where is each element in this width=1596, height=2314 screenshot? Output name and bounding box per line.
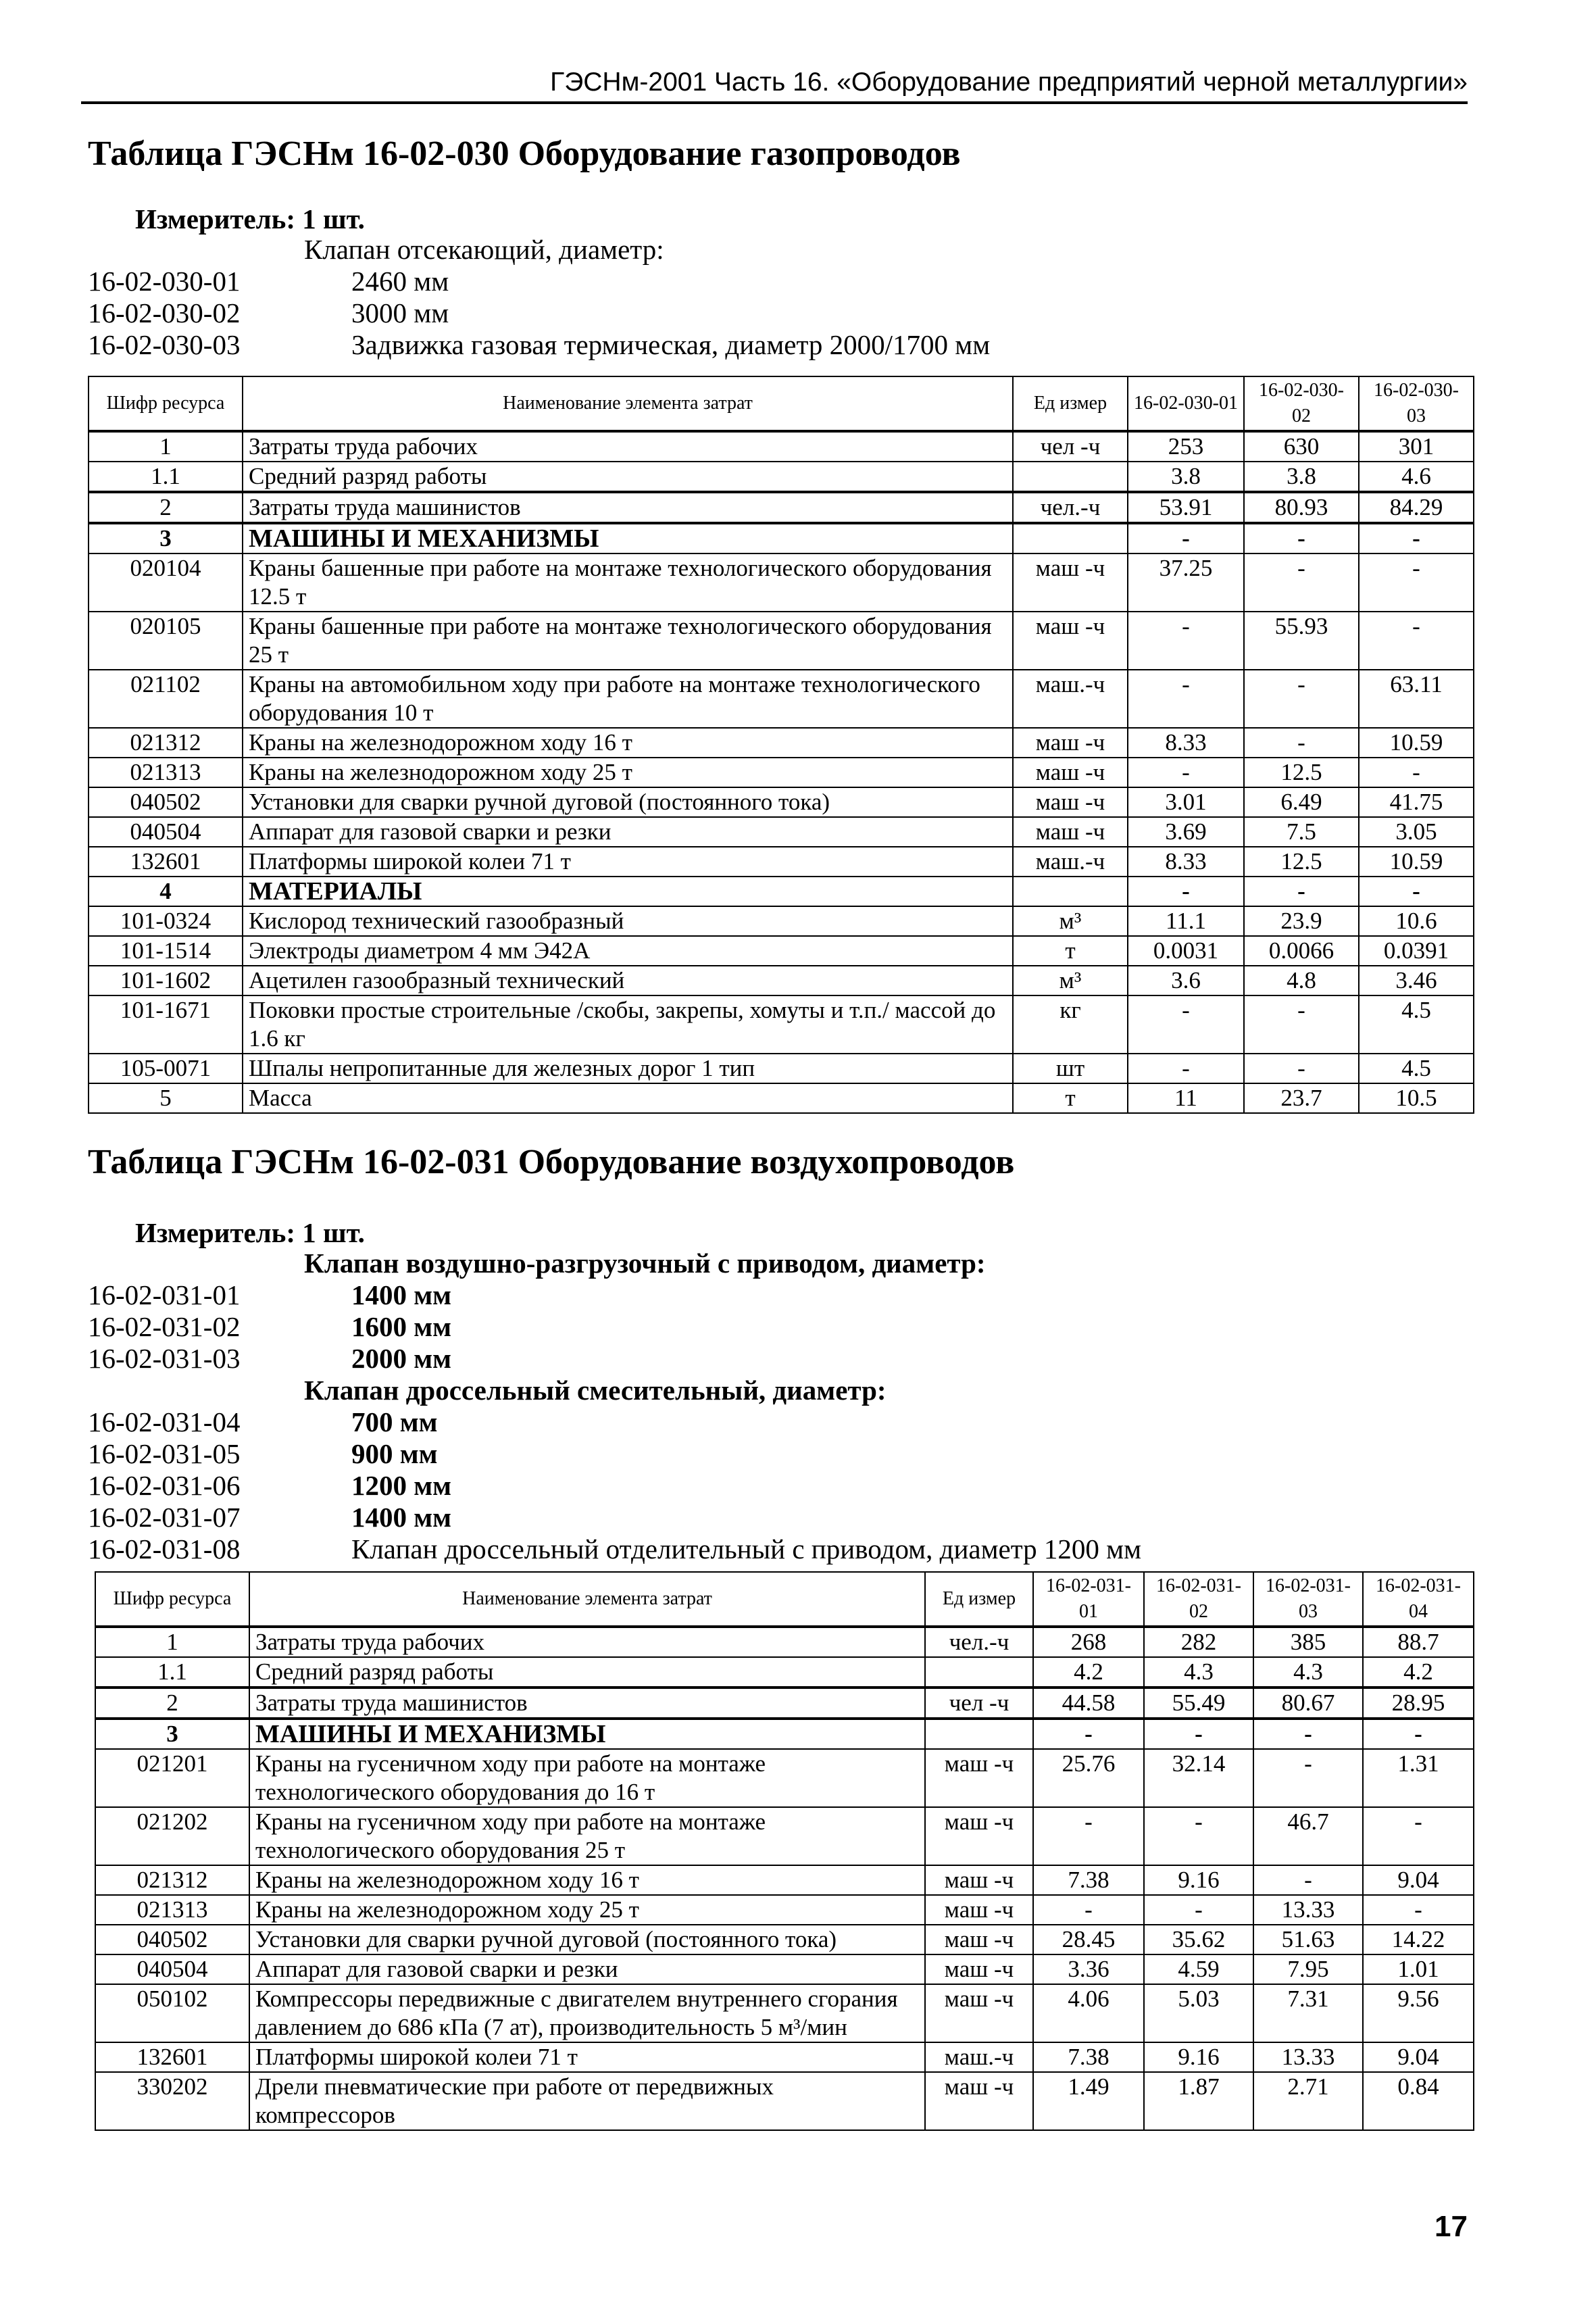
norm-value: - xyxy=(1244,995,1359,1054)
norm-value: 44.58 xyxy=(1033,1688,1144,1719)
norm-value: 80.93 xyxy=(1244,492,1359,523)
column-header: Наименование элемента затрат xyxy=(243,376,1013,431)
column-header: Наименование элемента затрат xyxy=(249,1572,925,1627)
work-description: Клапан отсекающий, диаметр: xyxy=(304,234,664,265)
norm-value: - xyxy=(1244,1054,1359,1083)
work-description: Клапан воздушно-разгрузочный с приводом, диаметр: xyxy=(304,1248,986,1279)
norm-value: 4.06 xyxy=(1033,1984,1144,2042)
resource-code: 040504 xyxy=(95,1954,249,1984)
norm-value: 4.5 xyxy=(1359,995,1474,1054)
unit-of-measure: т xyxy=(1013,1083,1128,1113)
norm-value: - xyxy=(1244,877,1359,906)
table-row xyxy=(89,1083,1474,1113)
table-row xyxy=(95,1895,1474,1925)
resource-code: 2 xyxy=(95,1688,249,1719)
resource-code: 021312 xyxy=(95,1865,249,1895)
unit-of-measure: чел.-ч xyxy=(1013,492,1128,523)
resource-code: 020104 xyxy=(89,553,243,612)
norm-value: - xyxy=(1128,995,1244,1054)
norm-value: - xyxy=(1359,877,1474,906)
unit-of-measure: маш -ч xyxy=(1013,758,1128,787)
resource-code: 1 xyxy=(89,431,243,462)
unit-of-measure: маш -ч xyxy=(1013,553,1128,612)
norm-value: 9.16 xyxy=(1144,1865,1253,1895)
cost-element-name: Краны на гусеничном ходу при работе на монтаже технологического оборудования до 16 т xyxy=(249,1749,925,1807)
cost-element-name: Затраты труда машинистов xyxy=(243,492,1013,523)
norm-value: - xyxy=(1363,1807,1474,1865)
cost-element-name: Масса xyxy=(243,1083,1013,1113)
unit-of-measure xyxy=(925,1719,1033,1749)
norm-value: 0.0031 xyxy=(1128,936,1244,966)
norm-value: 4.5 xyxy=(1359,1054,1474,1083)
norm-value: 268 xyxy=(1033,1627,1144,1657)
table2-meter: Измеритель: 1 шт. xyxy=(135,1217,365,1248)
work-description: Задвижка газовая термическая, диаметр 2000/1700 мм xyxy=(351,329,991,360)
cost-element-name: Шпалы непропитанные для железных дорог 1 тип xyxy=(243,1054,1013,1083)
unit-of-measure: маш -ч xyxy=(925,1895,1033,1925)
table-row xyxy=(95,2072,1474,2130)
norm-value: - xyxy=(1363,1719,1474,1749)
norm-value: - xyxy=(1359,758,1474,787)
norm-value: 1.01 xyxy=(1363,1954,1474,1984)
norm-value: 8.33 xyxy=(1128,847,1244,877)
unit-of-measure: маш -ч xyxy=(925,1749,1033,1807)
norm-value: - xyxy=(1253,1719,1363,1749)
unit-of-measure: маш -ч xyxy=(925,1807,1033,1865)
norm-value: 7.95 xyxy=(1253,1954,1363,1984)
cost-element-name: Средний разряд работы xyxy=(243,462,1013,492)
resource-code: 020105 xyxy=(89,612,243,670)
resource-code: 021102 xyxy=(89,670,243,728)
norm-value: 10.59 xyxy=(1359,847,1474,877)
table-row xyxy=(89,728,1474,758)
table-row xyxy=(89,1054,1474,1083)
resource-code: 2 xyxy=(89,492,243,523)
running-header xyxy=(81,68,1468,104)
work-code: 16-02-031-01 xyxy=(88,1279,241,1310)
norm-value: - xyxy=(1144,1807,1253,1865)
norm-value: 2.71 xyxy=(1253,2072,1363,2130)
table2-resources xyxy=(95,1571,1474,2131)
table-row xyxy=(95,1865,1474,1895)
norm-value: 7.38 xyxy=(1033,1865,1144,1895)
norm-value: 3.8 xyxy=(1128,462,1244,492)
cost-element-name: Электроды диаметром 4 мм Э42А xyxy=(243,936,1013,966)
cost-element-name: Установки для сварки ручной дуговой (постоянного тока) xyxy=(243,787,1013,817)
norm-value: 3.69 xyxy=(1128,817,1244,847)
norm-value: 301 xyxy=(1359,431,1474,462)
unit-of-measure: маш -ч xyxy=(1013,728,1128,758)
norm-value: - xyxy=(1253,1749,1363,1807)
norm-value: 4.2 xyxy=(1033,1657,1144,1688)
column-header: 16-02-031-03 xyxy=(1253,1572,1363,1627)
column-header: 16-02-031-02 xyxy=(1144,1572,1253,1627)
table-row xyxy=(89,817,1474,847)
norm-value: 1.87 xyxy=(1144,2072,1253,2130)
norm-value: 3.01 xyxy=(1128,787,1244,817)
norm-value: 80.67 xyxy=(1253,1688,1363,1719)
table-row xyxy=(95,1688,1474,1719)
unit-of-measure: т xyxy=(1013,936,1128,966)
unit-of-measure: кг xyxy=(1013,995,1128,1054)
norm-value: 63.11 xyxy=(1359,670,1474,728)
table-row xyxy=(95,1719,1474,1749)
table-row xyxy=(95,1749,1474,1807)
cost-element-name: Платформы широкой колеи 71 т xyxy=(243,847,1013,877)
cost-element-name: Затраты труда рабочих xyxy=(243,431,1013,462)
table-row xyxy=(89,995,1474,1054)
work-code: 16-02-031-08 xyxy=(88,1533,241,1565)
resource-code: 132601 xyxy=(89,847,243,877)
norm-value: 7.31 xyxy=(1253,1984,1363,2042)
norm-value: - xyxy=(1363,1895,1474,1925)
work-code: 16-02-030-02 xyxy=(88,297,241,328)
norm-value: 11 xyxy=(1128,1083,1244,1113)
norm-value: - xyxy=(1359,553,1474,612)
norm-value: 4.6 xyxy=(1359,462,1474,492)
norm-value: 28.45 xyxy=(1033,1925,1144,1954)
norm-value: - xyxy=(1244,728,1359,758)
unit-of-measure: маш -ч xyxy=(925,1865,1033,1895)
table-row xyxy=(89,523,1474,553)
table-row xyxy=(89,847,1474,877)
work-code: 16-02-031-07 xyxy=(88,1502,241,1533)
norm-value: - xyxy=(1244,523,1359,553)
table1-resources xyxy=(88,376,1474,1114)
norm-value: 37.25 xyxy=(1128,553,1244,612)
norm-value: 3.6 xyxy=(1128,966,1244,995)
norm-value: 253 xyxy=(1128,431,1244,462)
norm-value: - xyxy=(1128,758,1244,787)
table-row xyxy=(89,787,1474,817)
table-row xyxy=(89,462,1474,492)
table-row xyxy=(95,1657,1474,1688)
resource-code: 021201 xyxy=(95,1749,249,1807)
work-description: 2460 мм xyxy=(351,266,449,297)
unit-of-measure: маш.-ч xyxy=(925,2042,1033,2072)
resource-code: 040504 xyxy=(89,817,243,847)
norm-value: 9.56 xyxy=(1363,1984,1474,2042)
unit-of-measure: маш -ч xyxy=(1013,787,1128,817)
resource-code: 1.1 xyxy=(89,462,243,492)
resource-code: 5 xyxy=(89,1083,243,1113)
norm-value: - xyxy=(1128,1054,1244,1083)
work-code: 16-02-031-06 xyxy=(88,1470,241,1501)
table-row xyxy=(89,906,1474,936)
cost-element-name: Краны на железнодорожном ходу 25 т xyxy=(243,758,1013,787)
cost-element-name: Краны на железнодорожном ходу 16 т xyxy=(243,728,1013,758)
unit-of-measure: маш -ч xyxy=(925,1984,1033,2042)
norm-value: 84.29 xyxy=(1359,492,1474,523)
table-row xyxy=(95,1807,1474,1865)
norm-value: 10.5 xyxy=(1359,1083,1474,1113)
work-description: 1200 мм xyxy=(351,1470,452,1501)
resource-code: 101-1671 xyxy=(89,995,243,1054)
norm-value: 55.93 xyxy=(1244,612,1359,670)
norm-value: 51.63 xyxy=(1253,1925,1363,1954)
work-code: 16-02-031-05 xyxy=(88,1438,241,1469)
resource-code: 101-0324 xyxy=(89,906,243,936)
norm-value: 88.7 xyxy=(1363,1627,1474,1657)
norm-value: 23.9 xyxy=(1244,906,1359,936)
cost-element-name: Краны на автомобильном ходу при работе на монтаже технологического оборудования 10 т xyxy=(243,670,1013,728)
cost-element-name: Затраты труда рабочих xyxy=(249,1627,925,1657)
norm-value: 1.31 xyxy=(1363,1749,1474,1807)
norm-value: 23.7 xyxy=(1244,1083,1359,1113)
column-header: 16-02-030-03 xyxy=(1359,376,1474,431)
work-description: Клапан дроссельный отделительный с приводом, диаметр 1200 мм xyxy=(351,1533,1142,1565)
cost-element-name: МАШИНЫ И МЕХАНИЗМЫ xyxy=(249,1719,925,1749)
unit-of-measure: маш -ч xyxy=(1013,817,1128,847)
norm-value: - xyxy=(1128,670,1244,728)
norm-value: 630 xyxy=(1244,431,1359,462)
norm-value: 41.75 xyxy=(1359,787,1474,817)
cost-element-name: Аппарат для газовой сварки и резки xyxy=(243,817,1013,847)
unit-of-measure xyxy=(1013,462,1128,492)
table1-meter: Измеритель: 1 шт. xyxy=(135,203,365,235)
norm-value: 12.5 xyxy=(1244,847,1359,877)
norm-value: - xyxy=(1128,612,1244,670)
table-row xyxy=(89,758,1474,787)
norm-value: 7.38 xyxy=(1033,2042,1144,2072)
resource-code: 101-1602 xyxy=(89,966,243,995)
resource-code: 132601 xyxy=(95,2042,249,2072)
norm-value: 13.33 xyxy=(1253,2042,1363,2072)
norm-value: 46.7 xyxy=(1253,1807,1363,1865)
resource-code: 021313 xyxy=(89,758,243,787)
cost-element-name: МАТЕРИАЛЫ xyxy=(243,877,1013,906)
table2-title: Таблица ГЭСНм 16-02-031 Оборудование воздухопроводов xyxy=(88,1143,1015,1181)
cost-element-name: Ацетилен газообразный технический xyxy=(243,966,1013,995)
norm-value: 8.33 xyxy=(1128,728,1244,758)
resource-code: 040502 xyxy=(95,1925,249,1954)
table-row xyxy=(95,1925,1474,1954)
work-description: 1400 мм xyxy=(351,1502,452,1533)
work-description: 1600 мм xyxy=(351,1311,452,1342)
column-header: Шифр ресурса xyxy=(89,376,243,431)
norm-value: 35.62 xyxy=(1144,1925,1253,1954)
unit-of-measure: м³ xyxy=(1013,966,1128,995)
norm-value: 0.0066 xyxy=(1244,936,1359,966)
resource-code: 021202 xyxy=(95,1807,249,1865)
cost-element-name: Компрессоры передвижные с двигателем внутреннего сгорания давлением до 686 кПа (7 ат), производительность 5 м³/мин xyxy=(249,1984,925,2042)
norm-value: - xyxy=(1244,670,1359,728)
unit-of-measure: маш -ч xyxy=(1013,612,1128,670)
column-header: Ед измер xyxy=(1013,376,1128,431)
work-description: 700 мм xyxy=(351,1406,438,1437)
norm-value: 6.49 xyxy=(1244,787,1359,817)
work-description: Клапан дроссельный смесительный, диаметр: xyxy=(304,1375,887,1406)
unit-of-measure: маш.-ч xyxy=(1013,670,1128,728)
resource-code: 021312 xyxy=(89,728,243,758)
norm-value: 32.14 xyxy=(1144,1749,1253,1807)
cost-element-name: Установки для сварки ручной дуговой (постоянного тока) xyxy=(249,1925,925,1954)
cost-element-name: Средний разряд работы xyxy=(249,1657,925,1688)
cost-element-name: Краны на гусеничном ходу при работе на монтаже технологического оборудования 25 т xyxy=(249,1807,925,1865)
norm-value: 4.3 xyxy=(1144,1657,1253,1688)
unit-of-measure: маш -ч xyxy=(925,1925,1033,1954)
norm-value: 4.59 xyxy=(1144,1954,1253,1984)
cost-element-name: Дрели пневматические при работе от передвижных компрессоров xyxy=(249,2072,925,2130)
work-code: 16-02-030-01 xyxy=(88,266,241,297)
norm-value: 1.49 xyxy=(1033,2072,1144,2130)
norm-value: - xyxy=(1359,612,1474,670)
norm-value: - xyxy=(1253,1865,1363,1895)
column-header: 16-02-031-04 xyxy=(1363,1572,1474,1627)
table-row xyxy=(89,670,1474,728)
running-title: ГЭСНм-2001 Часть 16. «Оборудование предприятий черной металлургии» xyxy=(550,68,1468,97)
norm-value: - xyxy=(1033,1807,1144,1865)
norm-value: 0.84 xyxy=(1363,2072,1474,2130)
resource-code: 021313 xyxy=(95,1895,249,1925)
table-row xyxy=(89,553,1474,612)
work-description: 900 мм xyxy=(351,1438,438,1469)
column-header: 16-02-031-01 xyxy=(1033,1572,1144,1627)
unit-of-measure: чел -ч xyxy=(925,1688,1033,1719)
norm-value: 4.2 xyxy=(1363,1657,1474,1688)
resource-code: 1.1 xyxy=(95,1657,249,1688)
table-row xyxy=(89,877,1474,906)
norm-value: 10.59 xyxy=(1359,728,1474,758)
cost-element-name: Поковки простые строительные /скобы, закрепы, хомуты и т.п./ массой до 1.6 кг xyxy=(243,995,1013,1054)
unit-of-measure xyxy=(925,1657,1033,1688)
norm-value: 3.36 xyxy=(1033,1954,1144,1984)
table-row xyxy=(95,2042,1474,2072)
norm-value: 12.5 xyxy=(1244,758,1359,787)
work-code: 16-02-031-02 xyxy=(88,1311,241,1342)
table-row xyxy=(89,492,1474,523)
cost-element-name: Краны на железнодорожном ходу 25 т xyxy=(249,1895,925,1925)
cost-element-name: Платформы широкой колеи 71 т xyxy=(249,2042,925,2072)
table-row xyxy=(89,612,1474,670)
norm-value: 28.95 xyxy=(1363,1688,1474,1719)
norm-value: 282 xyxy=(1144,1627,1253,1657)
table1-title: Таблица ГЭСНм 16-02-030 Оборудование газопроводов xyxy=(88,134,961,173)
cost-element-name: МАШИНЫ И МЕХАНИЗМЫ xyxy=(243,523,1013,553)
table-row xyxy=(89,936,1474,966)
norm-value: - xyxy=(1128,523,1244,553)
resource-code: 3 xyxy=(95,1719,249,1749)
cost-element-name: Краны на железнодорожном ходу 16 т xyxy=(249,1865,925,1895)
table-row xyxy=(95,1627,1474,1657)
column-header: Ед измер xyxy=(925,1572,1033,1627)
unit-of-measure xyxy=(1013,877,1128,906)
norm-value: 10.6 xyxy=(1359,906,1474,936)
work-code: 16-02-031-03 xyxy=(88,1343,241,1374)
norm-value: 11.1 xyxy=(1128,906,1244,936)
resource-code: 330202 xyxy=(95,2072,249,2130)
norm-value: - xyxy=(1128,877,1244,906)
work-description: 2000 мм xyxy=(351,1343,452,1374)
table-row xyxy=(95,1984,1474,2042)
norm-value: - xyxy=(1033,1895,1144,1925)
resource-code: 4 xyxy=(89,877,243,906)
norm-value: 55.49 xyxy=(1144,1688,1253,1719)
unit-of-measure: маш -ч xyxy=(925,2072,1033,2130)
resource-code: 050102 xyxy=(95,1984,249,2042)
resource-code: 1 xyxy=(95,1627,249,1657)
work-code: 16-02-030-03 xyxy=(88,329,241,360)
norm-value: 14.22 xyxy=(1363,1925,1474,1954)
norm-value: 3.05 xyxy=(1359,817,1474,847)
column-header: 16-02-030-02 xyxy=(1244,376,1359,431)
unit-of-measure: маш -ч xyxy=(925,1954,1033,1984)
cost-element-name: Краны башенные при работе на монтаже технологического оборудования 25 т xyxy=(243,612,1013,670)
norm-value: 7.5 xyxy=(1244,817,1359,847)
column-header: Шифр ресурса xyxy=(95,1572,249,1627)
norm-value: 5.03 xyxy=(1144,1984,1253,2042)
resource-code: 3 xyxy=(89,523,243,553)
unit-of-measure xyxy=(1013,523,1128,553)
norm-value: 4.8 xyxy=(1244,966,1359,995)
cost-element-name: Аппарат для газовой сварки и резки xyxy=(249,1954,925,1984)
norm-value: 13.33 xyxy=(1253,1895,1363,1925)
norm-value: 0.0391 xyxy=(1359,936,1474,966)
unit-of-measure: чел -ч xyxy=(1013,431,1128,462)
work-description: 1400 мм xyxy=(351,1279,452,1310)
resource-code: 040502 xyxy=(89,787,243,817)
work-description: 3000 мм xyxy=(351,297,449,328)
unit-of-measure: маш.-ч xyxy=(1013,847,1128,877)
norm-value: 25.76 xyxy=(1033,1749,1144,1807)
norm-value: 9.04 xyxy=(1363,1865,1474,1895)
unit-of-measure: чел.-ч xyxy=(925,1627,1033,1657)
norm-value: 4.3 xyxy=(1253,1657,1363,1688)
work-code: 16-02-031-04 xyxy=(88,1406,241,1437)
norm-value: 9.04 xyxy=(1363,2042,1474,2072)
column-header: 16-02-030-01 xyxy=(1128,376,1244,431)
norm-value: - xyxy=(1144,1895,1253,1925)
norm-value: - xyxy=(1359,523,1474,553)
table-row xyxy=(89,966,1474,995)
page-number: 17 xyxy=(1435,2210,1468,2243)
resource-code: 101-1514 xyxy=(89,936,243,966)
table-row xyxy=(89,431,1474,462)
norm-value: 3.46 xyxy=(1359,966,1474,995)
norm-value: - xyxy=(1033,1719,1144,1749)
cost-element-name: Краны башенные при работе на монтаже технологического оборудования 12.5 т xyxy=(243,553,1013,612)
norm-value: - xyxy=(1144,1719,1253,1749)
norm-value: 3.8 xyxy=(1244,462,1359,492)
resource-code: 105-0071 xyxy=(89,1054,243,1083)
cost-element-name: Затраты труда машинистов xyxy=(249,1688,925,1719)
norm-value: - xyxy=(1244,553,1359,612)
cost-element-name: Кислород технический газообразный xyxy=(243,906,1013,936)
norm-value: 9.16 xyxy=(1144,2042,1253,2072)
table-row xyxy=(95,1954,1474,1984)
norm-value: 385 xyxy=(1253,1627,1363,1657)
norm-value: 53.91 xyxy=(1128,492,1244,523)
unit-of-measure: шт xyxy=(1013,1054,1128,1083)
unit-of-measure: м³ xyxy=(1013,906,1128,936)
